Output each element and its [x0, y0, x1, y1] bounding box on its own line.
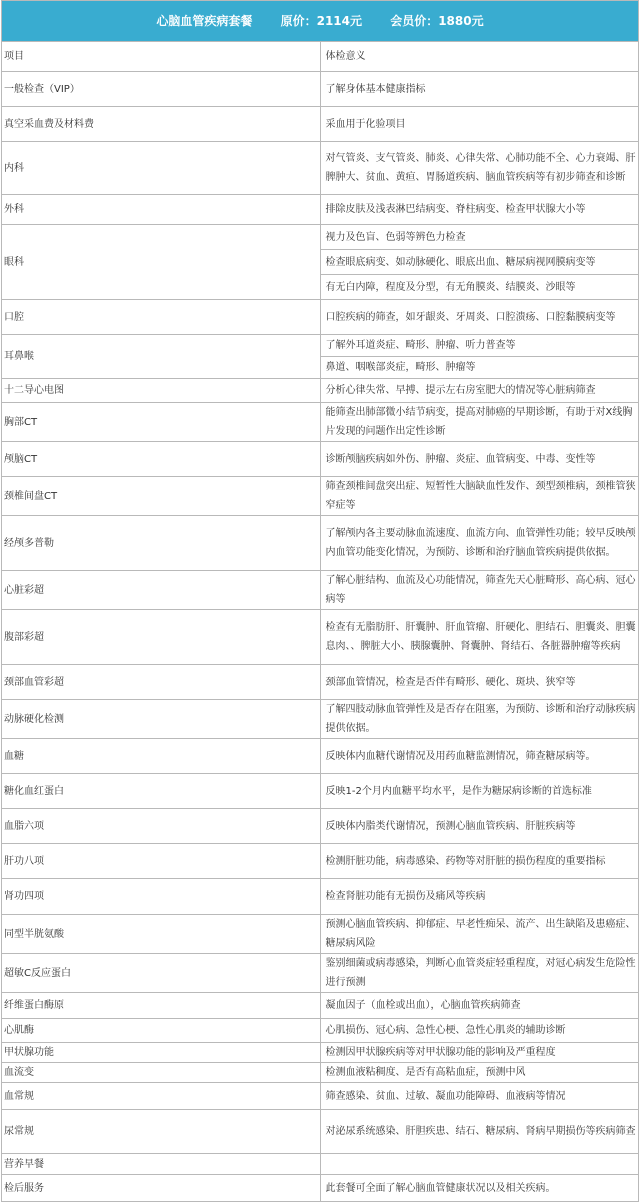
item-meaning: 对泌尿系统感染、肝胆疾患、结石、糖尿病、肾病早期损伤等疾病筛查 — [320, 1110, 639, 1154]
item-name: 血糖 — [2, 739, 321, 774]
item-name: 颈部血管彩超 — [2, 665, 321, 700]
table-row — [2, 1043, 639, 1063]
table-row — [2, 1175, 639, 1202]
item-name: 尿常规 — [2, 1110, 321, 1154]
item-name: 外科 — [2, 195, 321, 225]
item-meaning: 凝血因子（血栓或出血），心脑血管疾病筛查 — [320, 993, 639, 1019]
table-row — [2, 107, 639, 142]
column-header-meaning: 体检意义 — [320, 42, 639, 72]
table-row — [2, 195, 639, 225]
item-name: 超敏C反应蛋白 — [2, 954, 321, 993]
item-name: 血脂六项 — [2, 809, 321, 844]
item-meaning: 排除皮肤及浅表淋巴结病变、脊柱病变、检查甲状腺大小等 — [320, 195, 639, 225]
item-meaning: 有无白内障，程度及分型，有无角膜炎、结膜炎、沙眼等 — [320, 275, 639, 300]
item-name: 动脉硬化检测 — [2, 700, 321, 739]
table-row — [2, 335, 639, 357]
item-name: 经颅多普勒 — [2, 516, 321, 571]
item-name: 纤维蛋白酶原 — [2, 993, 321, 1019]
item-meaning: 检测肝脏功能，病毒感染、药物等对肝脏的损伤程度的重要指标 — [320, 844, 639, 879]
table-row — [2, 1063, 639, 1083]
item-meaning: 对气管炎、支气管炎、肺炎、心律失常、心肺功能不全、心力衰竭、肝脾肿大、贫血、黄疸、胃肠道疾病、脑血管疾病等有初步筛查和诊断 — [320, 142, 639, 195]
title-banner — [2, 1, 639, 42]
table-row — [2, 379, 639, 403]
item-meaning: 了解外耳道炎症、畸形、肿瘤、听力普查等 — [320, 335, 639, 357]
table-row — [2, 844, 639, 879]
table-row — [2, 739, 639, 774]
item-meaning: 检测血液粘稠度、是否有高粘血症，预测中风 — [320, 1063, 639, 1083]
table-row — [2, 72, 639, 107]
item-meaning: 检查眼底病变、如动脉硬化、眼底出血、糖尿病视网膜病变等 — [320, 250, 639, 275]
table-row — [2, 300, 639, 335]
item-meaning: 心肌损伤、冠心病、急性心梗、急性心肌炎的辅助诊断 — [320, 1019, 639, 1043]
item-name: 营养早餐 — [2, 1154, 321, 1175]
table-row — [2, 700, 639, 739]
member-price: 会员价：1880元 — [390, 13, 484, 28]
item-meaning: 反映体内血糖代谢情况及用药血糖监测情况，筛查糖尿病等。 — [320, 739, 639, 774]
table-row — [2, 516, 639, 571]
item-name: 同型半胱氨酸 — [2, 915, 321, 954]
item-name: 耳鼻喉 — [2, 335, 321, 379]
item-meaning: 检测因甲状腺疾病等对甲状腺功能的影响及严重程度 — [320, 1043, 639, 1063]
item-name: 真空采血费及材料费 — [2, 107, 321, 142]
item-meaning: 了解身体基本健康指标 — [320, 72, 639, 107]
item-name: 胸部CT — [2, 403, 321, 442]
item-name: 糖化血红蛋白 — [2, 774, 321, 809]
item-meaning: 了解心脏结构、血流及心功能情况，筛查先天心脏畸形、高心病、冠心病等 — [320, 571, 639, 610]
table-row — [2, 225, 639, 250]
table-row — [2, 1019, 639, 1043]
table-row — [2, 879, 639, 915]
item-meaning: 采血用于化验项目 — [320, 107, 639, 142]
item-name: 心脏彩超 — [2, 571, 321, 610]
item-meaning: 检查有无脂肪肝、肝囊肿、肝血管瘤、肝硬化、胆结石、胆囊炎、胆囊息肉、、脾脏大小、胰腺囊肿、肾囊肿、肾结石、各脏器肿瘤等疾病 — [320, 610, 639, 665]
table-row — [2, 809, 639, 844]
item-name: 内科 — [2, 142, 321, 195]
item-meaning: 了解四肢动脉血管弹性及是否存在阻塞，为预防、诊断和治疗动脉疾病提供依据。 — [320, 700, 639, 739]
item-meaning: 筛查感染、贫血、过敏、凝血功能障碍、血液病等情况 — [320, 1083, 639, 1110]
table-row — [2, 665, 639, 700]
item-meaning: 筛查颈椎间盘突出症、短暂性大脑缺血性发作、颈型颈椎病，颈椎管狭窄症等 — [320, 477, 639, 516]
item-meaning: 了解颅内各主要动脉血流速度、血流方向、血管弹性功能；较早反映颅内血管功能变化情况，为预防、诊断和治疗脑血管疾病提供依据。 — [320, 516, 639, 571]
table-row — [2, 1110, 639, 1154]
item-name: 甲状腺功能 — [2, 1043, 321, 1063]
item-meaning: 诊断颅脑疾病如外伤、肿瘤、炎症、血管病变、中毒、变性等 — [320, 442, 639, 477]
item-meaning: 视力及色盲、色弱等辨色力检查 — [320, 225, 639, 250]
item-name: 检后服务 — [2, 1175, 321, 1202]
column-header-item: 项目 — [2, 42, 321, 72]
item-meaning: 鉴别细菌或病毒感染，判断心血管炎症轻重程度，对冠心病发生危险性进行预测 — [320, 954, 639, 993]
item-meaning: 颈部血管情况，检查是否伴有畸形、硬化、斑块、狭窄等 — [320, 665, 639, 700]
table-row — [2, 571, 639, 610]
item-name: 颅脑CT — [2, 442, 321, 477]
item-meaning: 反映体内脂类代谢情况，预测心脑血管疾病、肝脏疾病等 — [320, 809, 639, 844]
item-meaning: 此套餐可全面了解心脑血管健康状况以及相关疾病。 — [320, 1175, 639, 1202]
title-row — [2, 1, 639, 42]
item-name: 颈椎间盘CT — [2, 477, 321, 516]
item-meaning: 分析心律失常、早搏、提示左右房室肥大的情况等心脏病筛查 — [320, 379, 639, 403]
item-name: 血常规 — [2, 1083, 321, 1110]
table-row — [2, 915, 639, 954]
item-meaning: 检查肾脏功能有无损伤及痛风等疾病 — [320, 879, 639, 915]
table-row — [2, 1154, 639, 1175]
table-row — [2, 142, 639, 195]
item-meaning: 反映1-2个月内血糖平均水平，是作为糖尿病诊断的首选标准 — [320, 774, 639, 809]
table-row — [2, 403, 639, 442]
item-name: 口腔 — [2, 300, 321, 335]
package-table — [1, 0, 639, 1202]
table-row — [2, 610, 639, 665]
item-name: 腹部彩超 — [2, 610, 321, 665]
column-header-row — [2, 42, 639, 72]
table-row — [2, 442, 639, 477]
original-price: 原价：2114元 — [280, 13, 362, 28]
item-meaning: 口腔疾病的筛查，如牙龈炎、牙周炎、口腔溃疡、口腔黏膜病变等 — [320, 300, 639, 335]
item-meaning: 能筛查出肺部微小结节病变，提高对肺癌的早期诊断，有助于对X线胸片发现的问题作出定性诊断 — [320, 403, 639, 442]
item-name: 肾功四项 — [2, 879, 321, 915]
item-name: 一般检查（VIP） — [2, 72, 321, 107]
package-title: 心脑血管疾病套餐 — [156, 13, 253, 28]
table-row — [2, 477, 639, 516]
item-name: 血流变 — [2, 1063, 321, 1083]
table-row — [2, 1083, 639, 1110]
table-row — [2, 774, 639, 809]
item-name: 眼科 — [2, 225, 321, 300]
item-meaning: 鼻道、咽喉部炎症，畸形、肿瘤等 — [320, 357, 639, 379]
item-name: 肝功八项 — [2, 844, 321, 879]
table-row — [2, 993, 639, 1019]
table-row — [2, 954, 639, 993]
item-name: 心肌酶 — [2, 1019, 321, 1043]
item-meaning — [320, 1154, 639, 1175]
item-name: 十二导心电图 — [2, 379, 321, 403]
item-meaning: 预测心脑血管疾病、抑郁症、早老性痴呆、流产、出生缺陷及患癌症、糖尿病风险 — [320, 915, 639, 954]
